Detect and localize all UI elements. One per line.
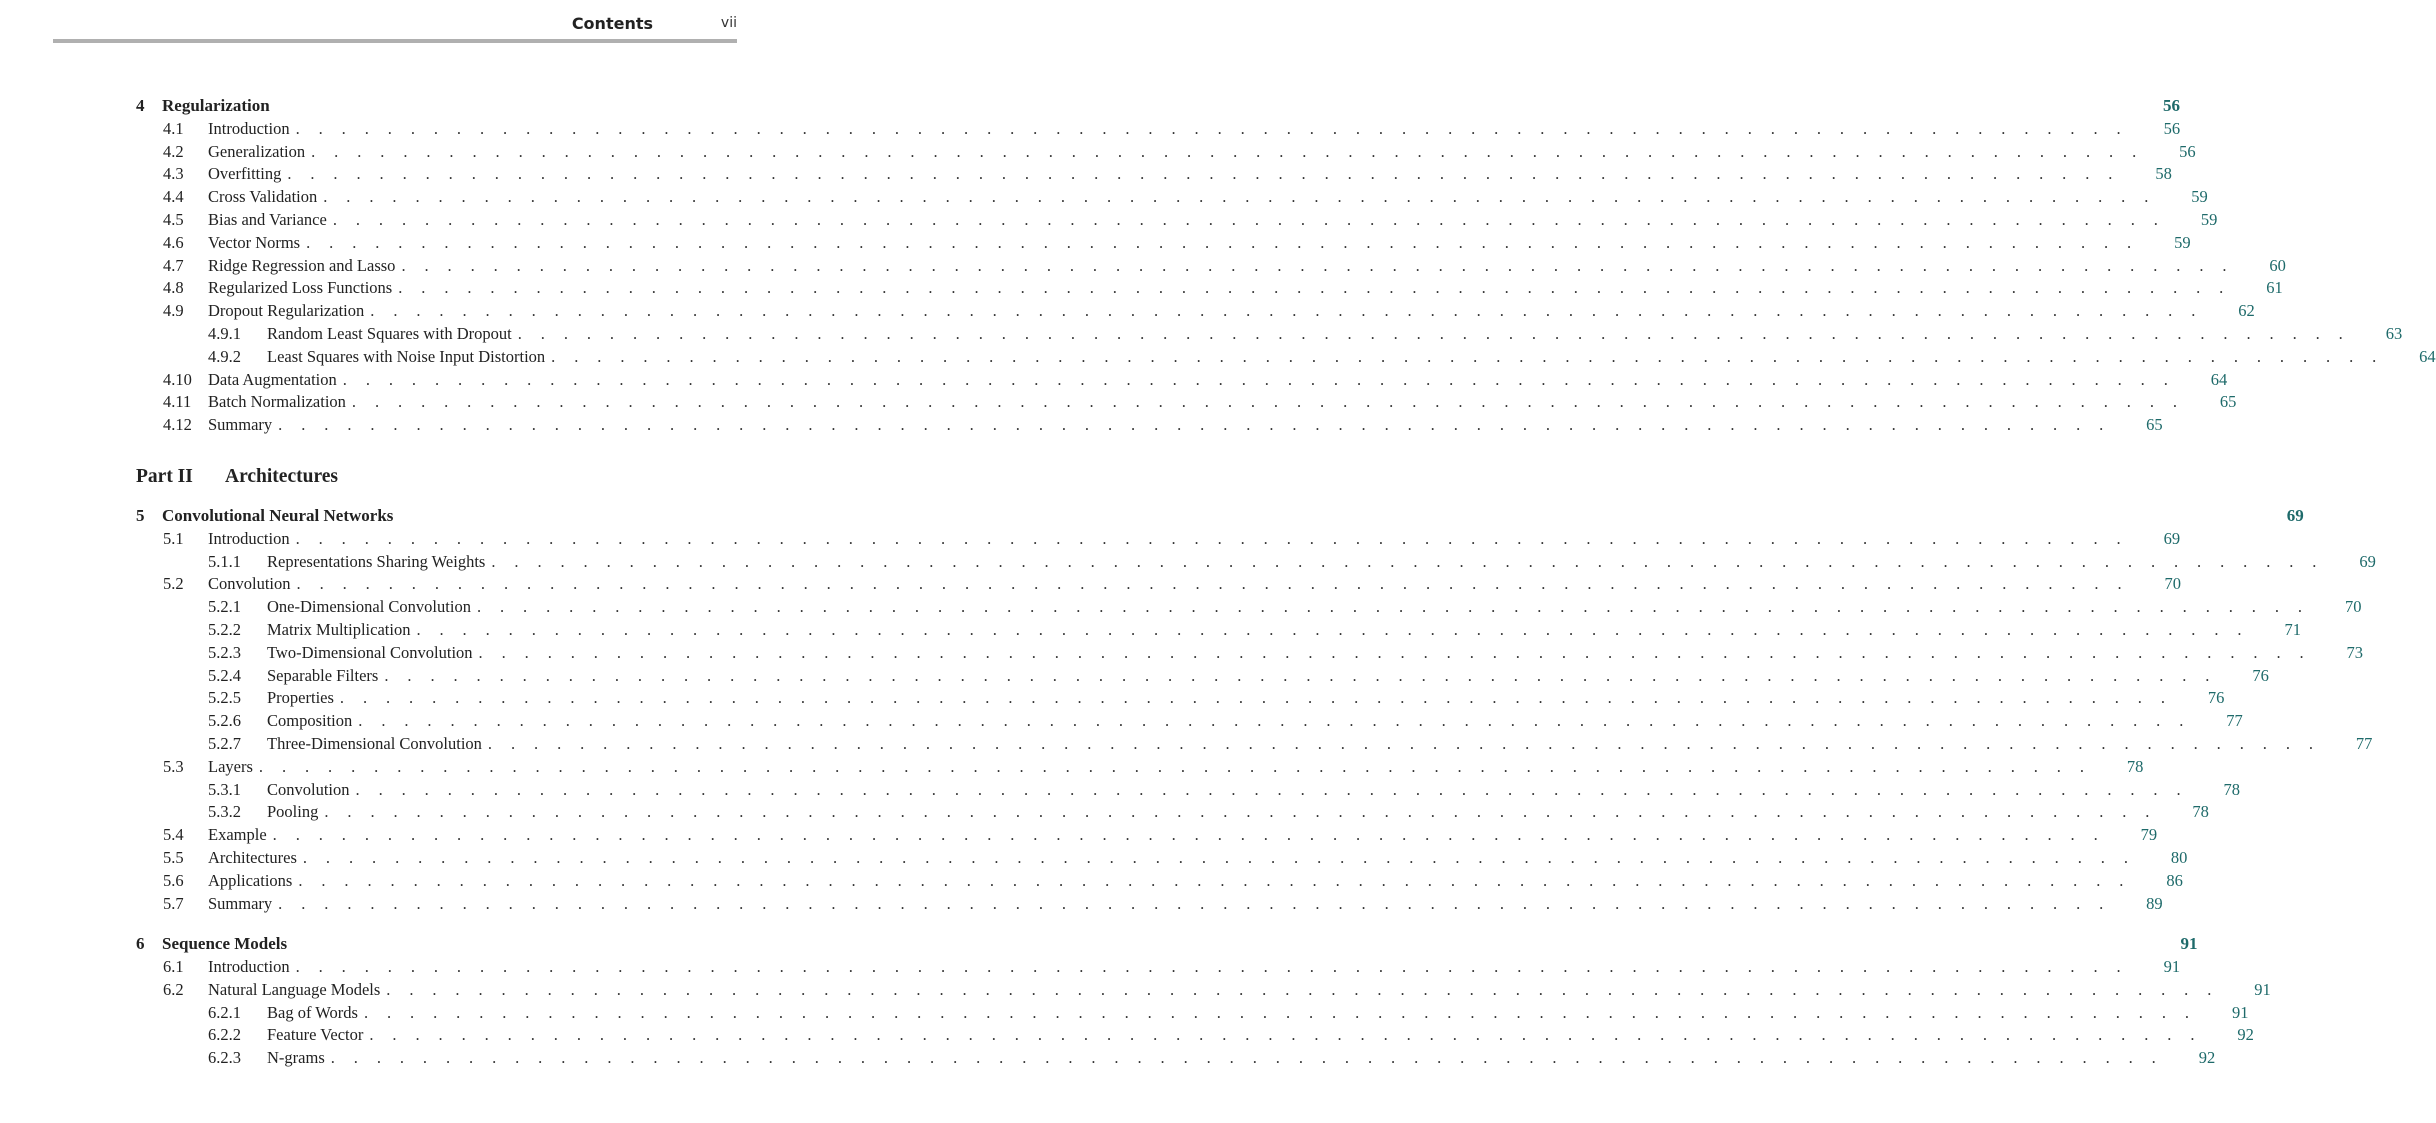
entry-page-number[interactable]: 91	[2180, 934, 2198, 954]
entry-number: 4.4	[163, 187, 184, 207]
dot-leader: . . . . . . . . . . . . . . . . . . . . . . . . . . . . . . . . . . . . . . . . . . . . . . . . . . . . . . . . . . . . . . . . . . . . . . . . . . . . . . . .	[306, 232, 2139, 252]
dot-leader: . . . . . . . . . . . . . . . . . . . . . . . . . . . . . . . . . . . . . . . . . . . . . . . . . . . . . . . . . . . . . . . . . . . . . . . . . . . . . . . .	[517, 323, 2351, 343]
toc-entry-subsection[interactable]	[136, 1025, 2254, 1048]
entry-number: 5.2.7	[208, 733, 241, 753]
dot-leader: . . . . . . . . . . . . . . . . . . . . . . . . . . . . . . . . . . . . . . . . . . . . . . . . . . . . . . . . . . . . . . . . . . . . . . . . . . . . . . . .	[398, 278, 2231, 298]
toc-entry-section[interactable]	[136, 528, 2181, 552]
entry-page-number[interactable]: 63	[2385, 323, 2403, 343]
toc-entry-subsection[interactable]	[136, 665, 2269, 689]
toc-entry-section[interactable]	[136, 957, 2181, 980]
dot-leader: . . . . . . . . . . . . . . . . . . . . . . . . . . . . . . . . . . . . . . . . . . . . . . . . . . . . . . . . . . . . . . . . . . . . . . . . . . . . . . . .	[311, 141, 2144, 161]
entry-page-number[interactable]: 62	[2238, 301, 2255, 321]
dot-leader: . . . . . . . . . . . . . . . . . . . . . . . . . . . . . . . . . . . . . . . . . . . . . . . . . . . . . . . . . . . . . . . . . . . . . . . . . . . . . . . .	[323, 187, 2156, 207]
entry-title[interactable]: Composition	[267, 711, 353, 731]
entry-number: 4.7	[163, 255, 184, 275]
entry-title[interactable]: Representations Sharing Weights	[267, 551, 486, 571]
entry-title[interactable]: Introduction	[208, 957, 290, 977]
dot-leader: . . . . . . . . . . . . . . . . . . . . . . . . . . . . . . . . . . . . . . . . . . . . . . . . . . . . . . . . . . . . . . . . . . . . . . . . . . . . . . . .	[491, 551, 2324, 571]
toc-entry-section[interactable]	[136, 209, 2218, 233]
entry-page-number[interactable]: 56	[2179, 141, 2196, 161]
dot-leader: . . . . . . . . . . . . . . . . . . . . . . . . . . . . . . . . . . . . . . . . . . . . . . . . . . . . . . . . . . . . . . . . . . . . . . . . . . . . . . . .	[302, 847, 2136, 867]
dot-leader: . . . . . . . . . . . . . . . . . . . . . . . . . . . . . . . . . . . . . . . . . . . . . . . . . . . . . . . . . . . . . . . . . . . . . . . . . . . . . . . .	[272, 825, 2106, 845]
entry-page-number[interactable]: 69	[2163, 528, 2181, 548]
entry-title[interactable]: Applications	[208, 870, 293, 890]
entry-page-number[interactable]: 71	[2284, 619, 2301, 639]
toc-entry-subsection[interactable]	[136, 779, 2240, 803]
entry-title[interactable]: Batch Normalization	[208, 392, 346, 412]
entry-page-number[interactable]: 70	[2344, 597, 2362, 617]
spacer	[136, 916, 737, 934]
entry-title[interactable]: Properties	[267, 688, 334, 708]
entry-title[interactable]: Overfitting	[208, 164, 282, 184]
toc-entry-chapter[interactable]	[136, 934, 2198, 957]
dot-leader: . . . . . . . . . . . . . . . . . . . . . . . . . . . . . . . . . . . . . . . . . . . . . . . . . . . . . . . . . . . . . . . . . . . . . . . . . . . . . . . .	[342, 369, 2176, 389]
entry-page-number[interactable]: 69	[2286, 505, 2304, 525]
entry-number: 5.4	[163, 825, 184, 845]
entry-page-number[interactable]: 79	[2140, 825, 2158, 845]
dot-leader: . . . . . . . . . . . . . . . . . . . . . . . . . . . . . . . . . . . . . . . . . . . . . . . . . . . . . . . . . . . . . . . . . . . . . . . . . . . . . . . .	[296, 574, 2129, 594]
entry-number: 6.2.1	[208, 1002, 241, 1022]
dot-leader: . . . . . . . . . . . . . . . . . . . . . . . . . . . . . . . . . . . . . . . . . . . . . . . . . . . . . . . . . . . . . . . . . . . . . . . . . . . . . . . .	[258, 756, 2092, 776]
toc-entry-section[interactable]	[136, 756, 2144, 780]
entry-title[interactable]: Introduction	[208, 528, 290, 548]
entry-number: 5.2.3	[208, 642, 241, 662]
part-heading[interactable]	[136, 466, 737, 498]
dot-leader: . . . . . . . . . . . . . . . . . . . . . . . . . . . . . . . . . . . . . . . . . . . . . . . . . . . . . . . . . . . . . . . . . . . . . . . . . . . . . . . .	[287, 164, 2120, 184]
dot-leader: . . . . . . . . . . . . . . . . . . . . . . . . . . . . . . . . . . . . . . . . . . . . . . . . . . . . . . . . . . . . . . . . . . . . . . . . . . . . . . . .	[363, 1002, 2197, 1022]
toc-entry-section[interactable]	[136, 118, 2181, 142]
entry-number: 4.1	[163, 118, 184, 138]
dot-leader: . . . . . . . . . . . . . . . . . . . . . . . . . . . . . . . . . . . . . . . . . . . . . . . . . . . . . . . . . . . . . . . . . . . . . . . . . . . . . . . .	[351, 392, 2185, 412]
toc-entry-section[interactable]	[136, 893, 2163, 917]
dot-leader: . . . . . . . . . . . . . . . . . . . . . . . . . . . . . . . . . . . . . . . . . . . . . . . . . . . . . . . . . . . . . . . . . . . . . . . . . . . . . . . .	[384, 665, 2217, 685]
entry-number: 4.8	[163, 278, 184, 298]
entry-number: 5.3.2	[208, 802, 241, 822]
entry-number: 6.1	[163, 957, 184, 977]
entry-title[interactable]: Three-Dimensional Convolution	[267, 733, 482, 753]
dot-leader: . . . . . . . . . . . . . . . . . . . . . . . . . . . . . . . . . . . . . . . . . . . . . . . . . . . . . . . . . . . . . . . . . . . . . . . . . . . . . . . .	[295, 528, 2129, 548]
toc-entry-section[interactable]	[136, 301, 2255, 324]
toc-entry-section[interactable]	[136, 369, 2228, 393]
entry-title[interactable]: Regularization	[162, 96, 270, 115]
entry-number: 6	[136, 934, 145, 954]
entry-number: 4.12	[163, 415, 192, 435]
entry-number: 5.2.5	[208, 688, 241, 708]
header-title: Contents	[571, 14, 653, 33]
entry-title[interactable]: Least Squares with Noise Input Distortion	[267, 346, 546, 366]
toc-entry-subsection[interactable]	[136, 551, 2376, 575]
dot-leader: . . . . . . . . . . . . . . . . . . . . . . . . . . . . . . . . . . . . . . . . . . . . . . . . . . . . . . . . . . . . . . . . . . . . . . . . . . . . . . . .	[339, 688, 2173, 708]
toc-entry-chapter[interactable]	[136, 96, 2181, 119]
entry-number: 5.2.2	[208, 619, 241, 639]
entry-page-number[interactable]: 78	[2126, 756, 2144, 776]
toc-entry-subsection[interactable]	[136, 323, 2403, 347]
entry-title[interactable]: Layers	[208, 756, 253, 776]
toc-entry-section[interactable]	[136, 870, 2183, 894]
entry-page-number[interactable]: 78	[2223, 779, 2240, 799]
entry-number: 5	[136, 505, 145, 525]
toc-entry-subsection[interactable]	[136, 1048, 2216, 1071]
entry-number: 5.3.1	[208, 779, 241, 799]
dot-leader: . . . . . . . . . . . . . . . . . . . . . . . . . . . . . . . . . . . . . . . . . . . . . . . . . . . . . . . . . . . . . . . . . . . . . . . . . . . . . . . .	[278, 415, 2111, 435]
entry-number: 4.3	[163, 164, 184, 184]
entry-title[interactable]: Example	[208, 825, 267, 845]
entry-page-number[interactable]: 64	[2419, 346, 2436, 366]
toc-entry-section[interactable]	[136, 574, 2181, 597]
entry-page-number[interactable]: 80	[2170, 847, 2188, 867]
dot-leader: . . . . . . . . . . . . . . . . . . . . . . . . . . . . . . . . . . . . . . . . . . . . . . . . . . . . . . . . . . . . . . . . . . . . . . . . . . . . . . . .	[551, 346, 2384, 366]
entry-page-number[interactable]: 91	[2163, 957, 2181, 977]
entry-page-number[interactable]: 89	[2146, 893, 2163, 913]
header-page-number: vii	[720, 15, 737, 31]
entry-title[interactable]: Regularized Loss Functions	[208, 278, 393, 298]
dot-leader: . . . . . . . . . . . . . . . . . . . . . . . . . . . . . . . . . . . . . . . . . . . . . . . . . . . . . . . . . . . . . . . . . . . . . . . . . . . . . . . .	[401, 255, 2234, 275]
dot-leader: . . . . . . . . . . . . . . . . . . . . . . . . . . . . . . . . . . . . . . . . . . . . . . . . . . . . . . . . . . . . . . . . . . . . . . . . . . . . . . . .	[298, 870, 2131, 890]
entry-page-number[interactable]: 76	[2207, 688, 2225, 708]
entry-page-number[interactable]: 60	[2269, 255, 2286, 275]
toc-entry-subsection[interactable]	[136, 346, 2436, 370]
dot-leader: . . . . . . . . . . . . . . . . . . . . . . . . . . . . . . . . . . . . . . . . . . . . . . . . . . . . . . . . . . . . . . . . . . . . . . . . . . . . . . . .	[295, 118, 2129, 138]
entry-number: 5.1	[163, 528, 184, 548]
entry-number: 5.1.1	[208, 551, 241, 571]
entry-page-number[interactable]: 92	[2237, 1025, 2254, 1045]
entry-number: 5.2.6	[208, 711, 241, 731]
entry-page-number[interactable]: 65	[2219, 392, 2237, 412]
entry-title[interactable]: Sequence Models	[162, 934, 288, 954]
entry-title[interactable]: Generalization	[208, 141, 306, 161]
entry-number: 5.3	[163, 756, 184, 776]
entry-page-number[interactable]: 77	[2355, 733, 2373, 753]
entry-title[interactable]: N-grams	[267, 1048, 325, 1068]
toc-entry-subsection[interactable]	[136, 1002, 2249, 1026]
toc-entry-section[interactable]	[136, 164, 2172, 187]
entry-title[interactable]: Vector Norms	[208, 232, 301, 252]
entry-title[interactable]: Bag of Words	[267, 1002, 358, 1022]
entry-title[interactable]: Convolution	[208, 574, 291, 594]
entry-number: 5.5	[163, 847, 184, 867]
dot-leader: . . . . . . . . . . . . . . . . . . . . . . . . . . . . . . . . . . . . . . . . . . . . . . . . . . . . . . . . . . . . . . . . . . . . . . . . . . . . . . . .	[478, 642, 2312, 662]
entry-page-number[interactable]: 58	[2155, 164, 2172, 184]
dot-leader: . . . . . . . . . . . . . . . . . . . . . . . . . . . . . . . . . . . . . . . . . . . . . . . . . . . . . . . . . . . . . . . . . . . . . . . . . . . . . . . .	[487, 733, 2321, 753]
entry-number: 5.2	[163, 574, 184, 594]
entry-title[interactable]: Dropout Regularization	[208, 301, 365, 321]
toc-entry-section[interactable]	[136, 187, 2208, 210]
entry-number: 4.2	[163, 141, 184, 161]
entry-page-number[interactable]: 91	[2254, 979, 2271, 999]
toc-entry-subsection[interactable]	[136, 733, 2373, 757]
toc-entry-section[interactable]	[136, 141, 2196, 165]
entry-page-number[interactable]: 59	[2174, 232, 2191, 252]
dot-leader: . . . . . . . . . . . . . . . . . . . . . . . . . . . . . . . . . . . . . . . . . . . . . . . . . . . . . . . . . . . . . . . . . . . . . . . . . . . . . . . .	[358, 711, 2191, 731]
entry-number: 5.6	[163, 870, 184, 890]
entry-page-number[interactable]: 70	[2164, 574, 2181, 594]
entry-title[interactable]: Data Augmentation	[208, 369, 337, 389]
dot-leader: . . . . . . . . . . . . . . . . . . . . . . . . . . . . . . . . . . . . . . . . . . . . . . . . . . . . . . . . . . . . . . . . . . . . . . . . . . . . . . . .	[370, 301, 2203, 321]
entry-number: 5.7	[163, 893, 184, 913]
entry-page-number[interactable]: 76	[2252, 665, 2269, 685]
dot-leader: . . . . . . . . . . . . . . . . . . . . . . . . . . . . . . . . . . . . . . . . . . . . . . . . . . . . . . . . . . . . . . . . . . . . . . . . . . . . . . . .	[330, 1048, 2164, 1068]
entry-page-number[interactable]: 56	[2163, 96, 2181, 115]
toc-entry-subsection[interactable]	[136, 802, 2209, 825]
entry-title[interactable]: Matrix Multiplication	[267, 619, 411, 639]
dot-leader: . . . . . . . . . . . . . . . . . . . . . . . . . . . . . . . . . . . . . . . . . . . . . . . . . . . . . . . . . . . . . . . . . . . . . . . . . . . . . . . .	[355, 779, 2188, 799]
entry-title[interactable]: Separable Filters	[267, 665, 379, 685]
entry-number: 4.10	[163, 369, 192, 389]
entry-number: 4.6	[163, 232, 184, 252]
dot-leader: . . . . . . . . . . . . . . . . . . . . . . . . . . . . . . . . . . . . . . . . . . . . . . . . . . . . . . . . . . . . . . . . . . . . . . . . . . . . . . . .	[476, 597, 2310, 617]
entry-title[interactable]: Summary	[208, 893, 273, 913]
toc-entry-subsection[interactable]	[136, 642, 2364, 666]
dot-leader: . . . . . . . . . . . . . . . . . . . . . . . . . . . . . . . . . . . . . . . . . . . . . . . . . . . . . . . . . . . . . . . . . . . . . . . . . . . . . . . .	[324, 802, 2157, 822]
toc-entry-section[interactable]	[136, 232, 2191, 256]
entry-title[interactable]: Convolution	[267, 779, 350, 799]
dot-leader: . . . . . . . . . . . . . . . . . . . . . . . . . . . . . . . . . . . . . . . . . . . . . . . . . . . . . . . . . . . . . . . . . . . . . . . . . . . . . . . .	[369, 1025, 2202, 1045]
entry-title[interactable]: Random Least Squares with Dropout	[267, 323, 512, 343]
entry-number: 6.2.3	[208, 1048, 241, 1068]
part-title: Architectures	[225, 465, 338, 487]
entry-title[interactable]: One-Dimensional Convolution	[267, 597, 471, 617]
toc-entry-section[interactable]	[136, 278, 2283, 301]
toc-entry-subsection[interactable]	[136, 688, 2225, 711]
toc-entry-section[interactable]	[136, 415, 2163, 438]
dot-leader: . . . . . . . . . . . . . . . . . . . . . . . . . . . . . . . . . . . . . . . . . . . . . . . . . . . . . . . . . . . . . . . . . . . . . . . . . . . . . . . .	[278, 893, 2111, 913]
entry-number: 5.2.1	[208, 597, 241, 617]
entry-title[interactable]: Bias and Variance	[208, 209, 327, 229]
entry-page-number[interactable]: 92	[2198, 1048, 2216, 1068]
entry-title[interactable]: Introduction	[208, 118, 290, 138]
entry-number: 5.2.4	[208, 665, 241, 685]
entry-number: 4.9	[163, 301, 184, 321]
running-header	[53, 12, 737, 36]
toc-entry-subsection[interactable]	[136, 619, 2301, 643]
entry-title[interactable]: Cross Validation	[208, 187, 318, 207]
entry-page-number[interactable]: 86	[2166, 870, 2183, 890]
toc-entry-section[interactable]	[136, 825, 2158, 848]
entry-number: 6.2.2	[208, 1025, 241, 1045]
entry-page-number[interactable]: 61	[2266, 278, 2283, 298]
entry-number: 4.9.1	[208, 323, 241, 343]
toc-entry-section[interactable]	[136, 255, 2286, 279]
entry-title[interactable]: Ridge Regression and Lasso	[208, 255, 396, 275]
part-number: Part II	[136, 465, 193, 487]
toc-entry-chapter[interactable]	[136, 505, 2304, 529]
entry-number: 6.2	[163, 979, 184, 999]
toc-entry-subsection[interactable]	[136, 597, 2362, 620]
table-of-contents	[136, 96, 2436, 1071]
header-rule	[53, 39, 737, 43]
entry-page-number[interactable]: 59	[2191, 187, 2208, 207]
dot-leader: . . . . . . . . . . . . . . . . . . . . . . . . . . . . . . . . . . . . . . . . . . . . . . . . . . . . . . . . . . . . . . . . . . . . . . . . . . . . . . . .	[332, 209, 2166, 229]
toc-entry-subsection[interactable]	[136, 711, 2243, 734]
entry-page-number[interactable]: 69	[2359, 551, 2376, 571]
dot-leader: . . . . . . . . . . . . . . . . . . . . . . . . . . . . . . . . . . . . . . . . . . . . . . . . . . . . . . . . . . . . . . . . . . . . . . . . . . . . . . . .	[416, 619, 2249, 639]
entry-number: 4.9.2	[208, 346, 241, 366]
entry-title[interactable]: Architectures	[208, 847, 297, 867]
entry-title[interactable]: Summary	[208, 415, 273, 435]
toc-entry-section[interactable]	[136, 847, 2188, 871]
toc-entry-section[interactable]	[136, 979, 2271, 1003]
entry-title[interactable]: Pooling	[267, 802, 319, 822]
dot-leader: . . . . . . . . . . . . . . . . . . . . . . . . . . . . . . . . . . . . . . . . . . . . . . . . . . . . . . . . . . . . . . . . . . . . . . . . . . . . . . . .	[295, 957, 2129, 977]
entry-page-number[interactable]: 59	[2200, 209, 2218, 229]
entry-page-number[interactable]: 77	[2226, 711, 2243, 731]
entry-title[interactable]: Natural Language Models	[208, 979, 381, 999]
entry-number: 4.11	[163, 392, 192, 412]
entry-page-number[interactable]: 64	[2210, 369, 2228, 389]
entry-title[interactable]: Convolutional Neural Networks	[162, 505, 394, 525]
entry-page-number[interactable]: 65	[2146, 415, 2163, 435]
entry-page-number[interactable]: 91	[2231, 1002, 2249, 1022]
entry-page-number[interactable]: 73	[2346, 642, 2364, 662]
entry-title[interactable]: Feature Vector	[267, 1025, 364, 1045]
entry-page-number[interactable]: 56	[2163, 118, 2181, 138]
toc-entry-section[interactable]	[136, 392, 2237, 415]
entry-page-number[interactable]: 78	[2192, 802, 2209, 822]
entry-title[interactable]: Two-Dimensional Convolution	[267, 642, 473, 662]
dot-leader: . . . . . . . . . . . . . . . . . . . . . . . . . . . . . . . . . . . . . . . . . . . . . . . . . . . . . . . . . . . . . . . . . . . . . . . . . . . . . . . .	[386, 979, 2219, 999]
entry-number: 4	[136, 96, 145, 115]
entry-number: 4.5	[163, 209, 184, 229]
